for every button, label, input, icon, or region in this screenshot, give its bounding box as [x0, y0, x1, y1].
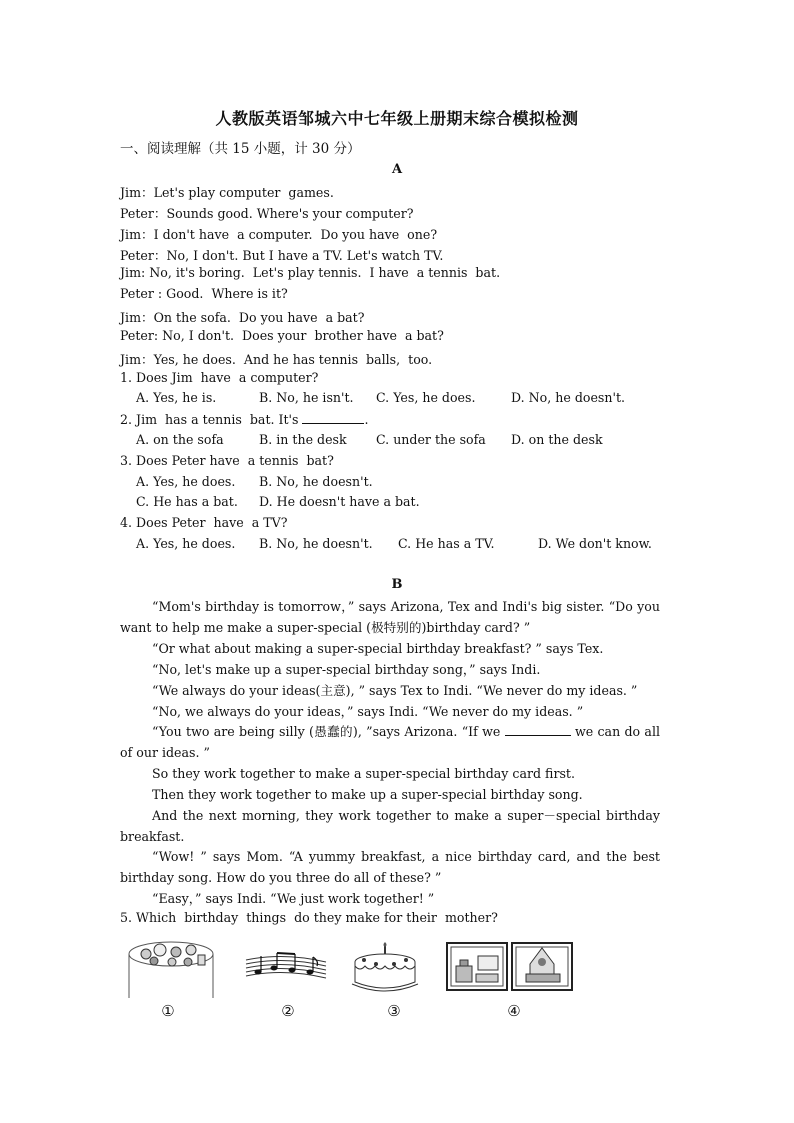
paragraph: “We always do your ideas(主意), ” says Tex to Indi. “We never do my ideas. ”	[152, 683, 638, 698]
answer-blank	[302, 411, 364, 424]
birthday-cards-icon	[446, 942, 574, 992]
q3-option-a: A. Yes, he does.	[136, 474, 236, 489]
paragraph: So they work together to make a super-special birthday card first.	[152, 766, 575, 781]
dialogue-line: Peter：Sounds good. Where's your computer?	[120, 206, 414, 221]
question-5-stem: 5. Which birthday things do they make for their mother?	[120, 910, 498, 925]
picture-number-3: ③	[387, 1002, 401, 1020]
paragraph: “You two are being silly (愚蠢的), ”says Arizona. “If we we can do all of our ideas. ”	[120, 724, 660, 760]
dialogue-line: Jim: No, it's boring. Let's play tennis. I have a tennis bat.	[120, 265, 501, 280]
q3-option-d: D. He doesn't have a bat.	[259, 494, 420, 509]
birthday-cake-icon	[350, 942, 420, 994]
question-1-stem: 1. Does Jim have a computer?	[120, 370, 319, 385]
dialogue-line: Jim：Yes, he does. And he has tennis balls, too.	[120, 352, 433, 367]
dialogue-line: Jim：I don't have a computer. Do you have one?	[120, 227, 438, 242]
paragraph: “Or what about making a super-special birthday breakfast? ” says Tex.	[152, 641, 604, 656]
q3-option-c: C. He has a bat.	[136, 494, 238, 509]
q4-option-d: D. We don't know.	[538, 536, 652, 551]
breakfast-food-icon	[126, 938, 216, 1000]
q4-option-b: B. No, he doesn't.	[259, 536, 373, 551]
question-4-stem: 4. Does Peter have a TV?	[120, 515, 288, 530]
q2-option-a: A. on the sofa	[136, 432, 224, 447]
picture-number-2: ②	[281, 1002, 295, 1020]
q3-option-b: B. No, he doesn't.	[259, 474, 373, 489]
page-title: 人教版英语邹城六中七年级上册期末综合模拟检测	[215, 109, 579, 128]
picture-number-1: ①	[161, 1002, 175, 1020]
q2-option-b: B. in the desk	[259, 432, 347, 447]
question-3-stem: 3. Does Peter have a tennis bat?	[120, 453, 334, 468]
q4-option-c: C. He has a TV.	[398, 536, 495, 551]
question-2-stem: 2. Jim has a tennis bat. It's .	[120, 412, 369, 427]
picture-number-4: ④	[507, 1002, 521, 1020]
dialogue-line: Peter: No, I don't. Does your brother have a bat?	[120, 328, 444, 343]
section-heading: 一、阅读理解（共 15 小题，计 30 分）	[120, 141, 361, 157]
paragraph: “Easy，” says Indi. “We just work together! ”	[152, 891, 435, 906]
dialogue-line: Jim：On the sofa. Do you have a bat?	[120, 310, 365, 325]
paragraph: “Mom's birthday is tomorrow，” says Arizona, Tex and Indi's big sister. “Do you want to help me make a super-special (极特别的)birthday card? ”	[120, 599, 660, 635]
paragraph: And the next morning, they work together to make a super－special birthday breakfast.	[120, 808, 660, 844]
q1-option-d: D. No, he doesn't.	[511, 390, 626, 405]
q1-option-c: C. Yes, he does.	[376, 390, 476, 405]
q4-option-a: A. Yes, he does.	[136, 536, 236, 551]
paragraph: “No, we always do your ideas，” says Indi. “We never do my ideas. ”	[152, 704, 584, 719]
q1-option-b: B. No, he isn't.	[259, 390, 354, 405]
q1-option-a: A. Yes, he is.	[136, 390, 217, 405]
passage-b-label: B	[391, 577, 403, 592]
paragraph: Then they work together to make up a super-special birthday song.	[152, 787, 583, 802]
q2-option-d: D. on the desk	[511, 432, 603, 447]
paragraph: “No, let's make up a super-special birthday song，” says Indi.	[152, 662, 541, 677]
dialogue-line: Peter : Good. Where is it?	[120, 286, 288, 301]
paragraph: “Wow! ” says Mom. “A yummy breakfast, a nice birthday card, and the best birthday song. How do you three do all of these? ”	[120, 849, 660, 885]
dialogue-line: Jim：Let's play computer games.	[120, 185, 334, 200]
q2-option-c: C. under the sofa	[376, 432, 486, 447]
passage-a-label: A	[391, 162, 403, 177]
music-notes-icon	[244, 950, 328, 984]
answer-blank	[505, 723, 571, 736]
dialogue-line: Peter：No, I don't. But I have a TV. Let's watch TV.	[120, 248, 444, 263]
